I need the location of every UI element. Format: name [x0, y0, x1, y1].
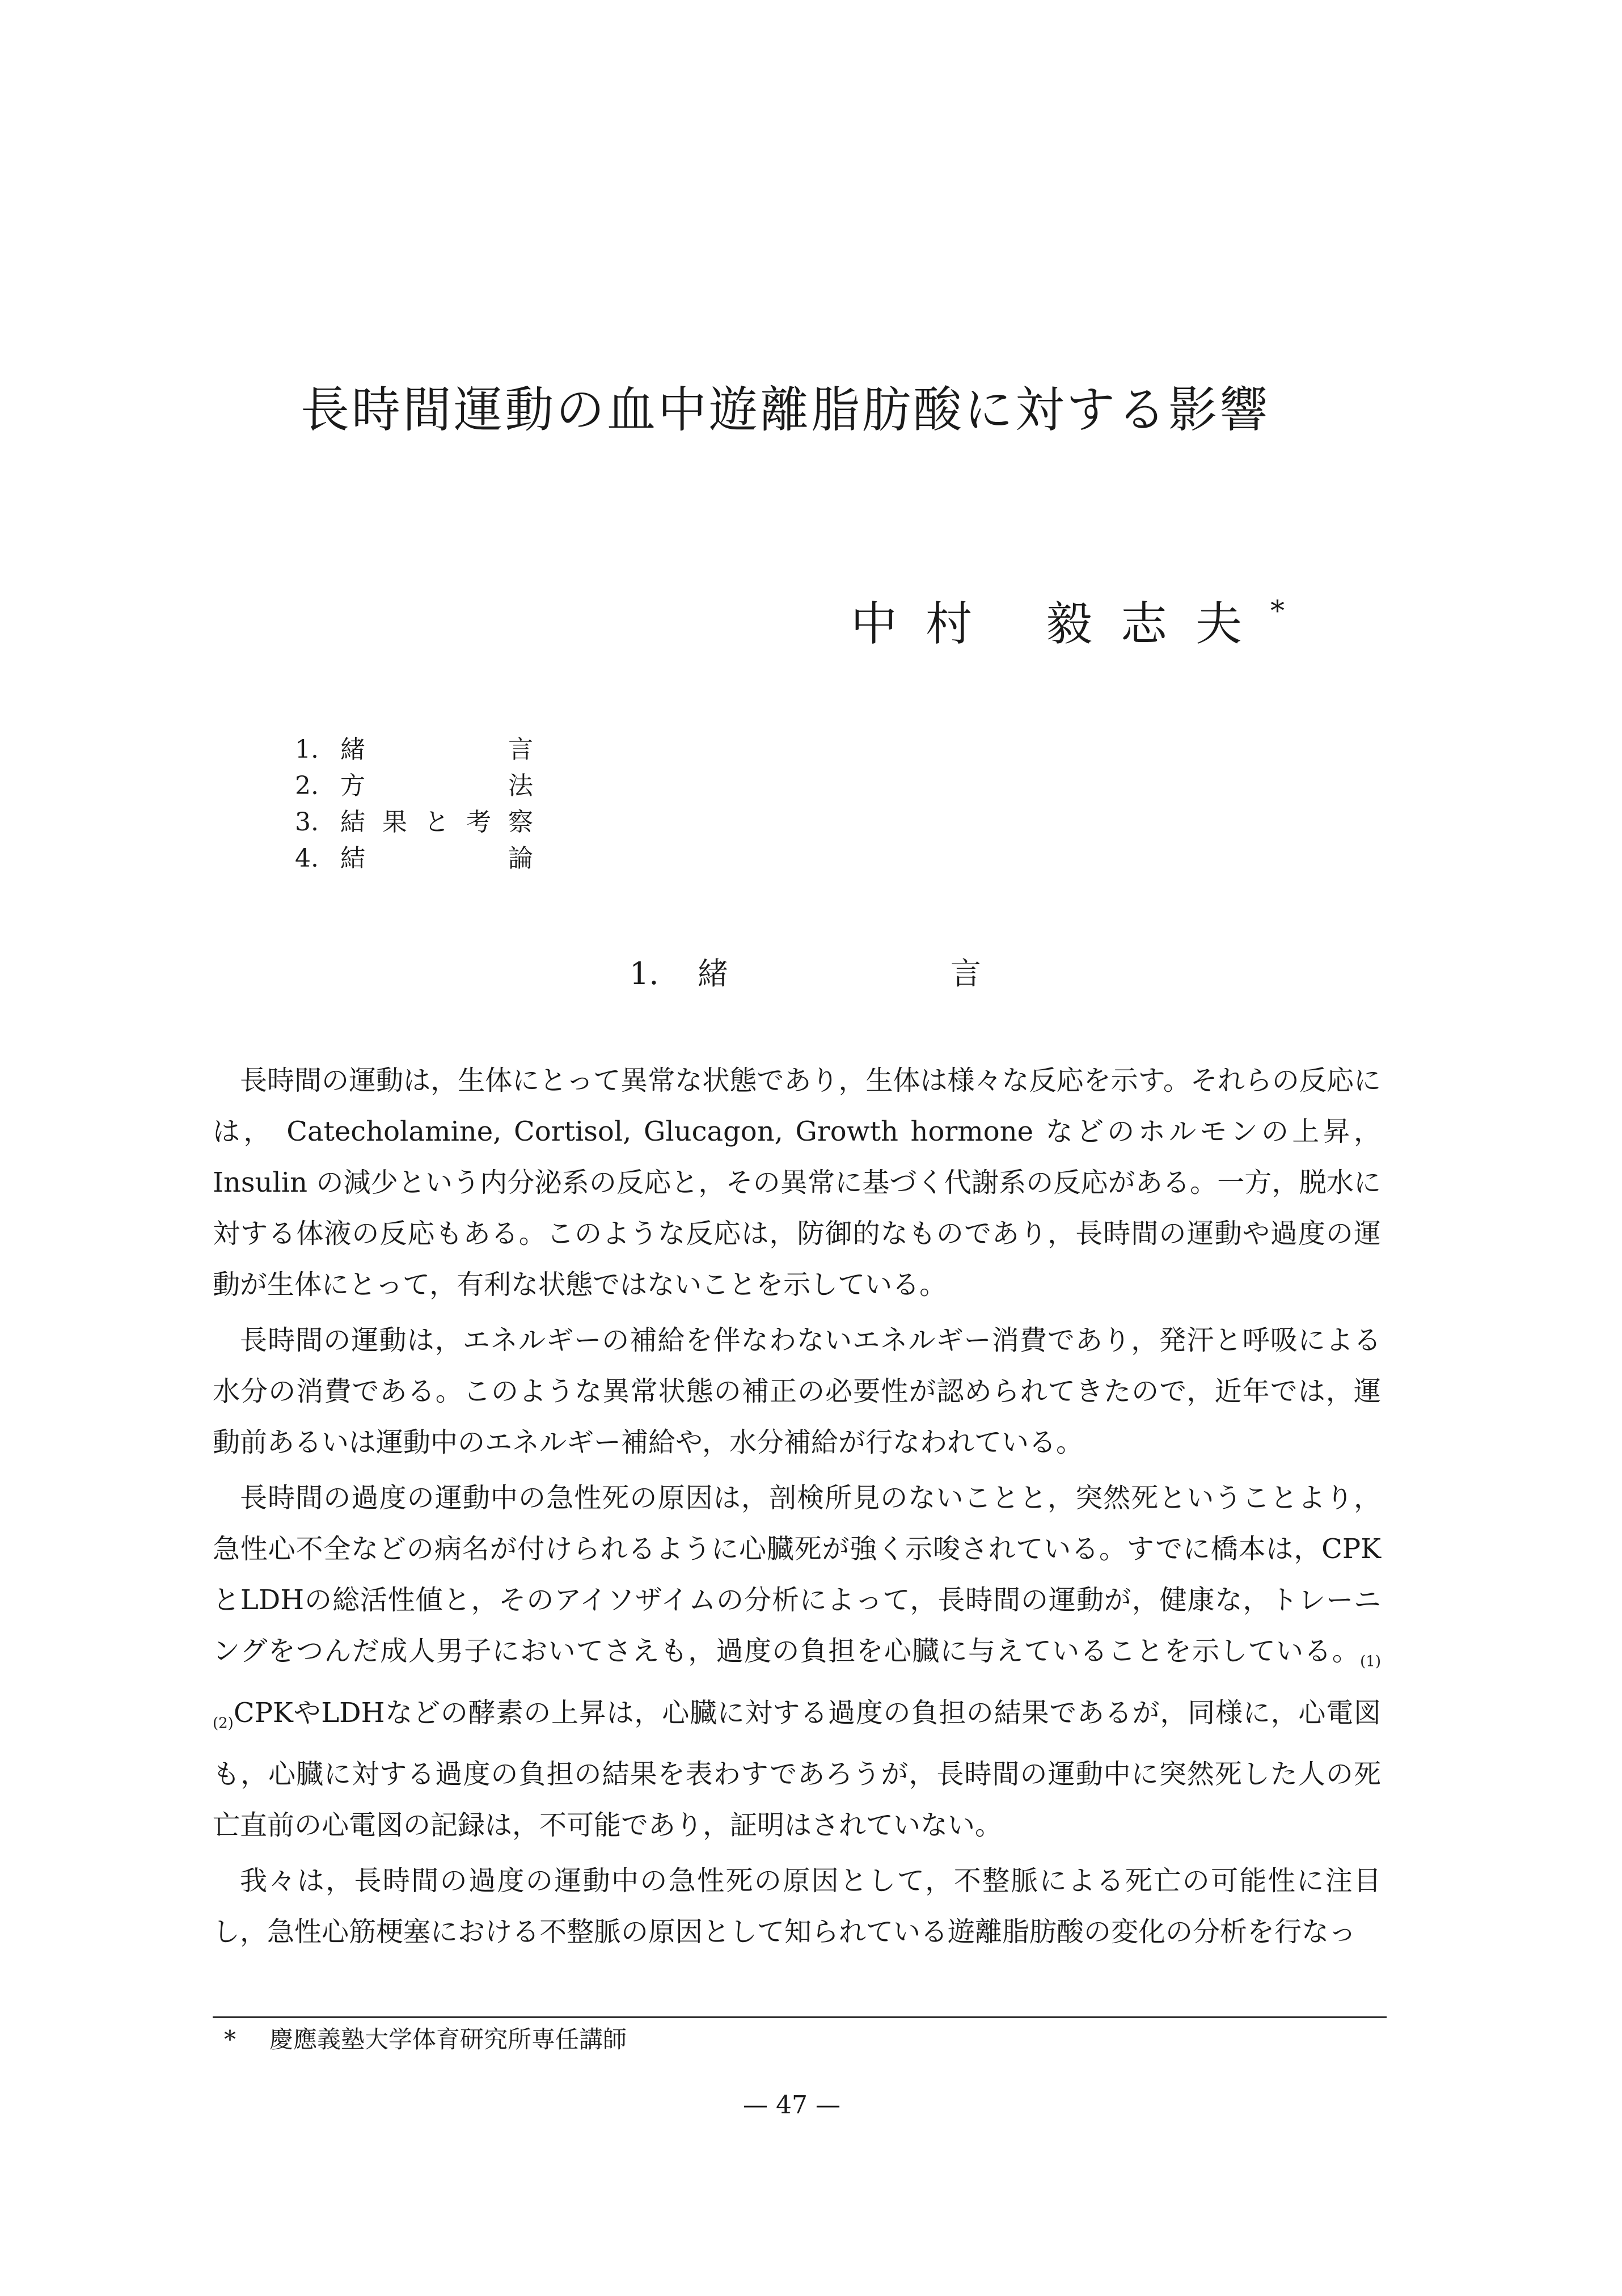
table-of-contents	[295, 732, 533, 877]
toc-char: 果	[382, 808, 407, 837]
author-name	[851, 594, 1285, 651]
footnote-divider	[213, 2016, 1387, 2018]
toc-char: 察	[508, 808, 533, 837]
page-number: — 47 —	[743, 2091, 840, 2120]
toc-number: 1.	[295, 735, 319, 764]
paragraph-text: 長時間の過度の運動中の急性死の原因は，剖検所見のないことと，突然死ということより，急性心不全などの病名が付けられるように心臓死が強く示唆されている。すでに橋本は，CPKとLDHの総活性値と，そのアイソザイムの分析によって，長時間の運動が，健康な，トレーニングをつんだ成人男子においてさえも，過度の負担を心臓に与えていることを示している。	[213, 1482, 1381, 1667]
toc-label	[340, 804, 533, 841]
section-title-char: 緒	[698, 956, 728, 991]
toc-char: 論	[508, 844, 533, 873]
section-title	[698, 956, 981, 991]
toc-char: 結	[340, 844, 365, 873]
author-family-name: 中村	[851, 597, 1001, 651]
section-heading	[630, 956, 981, 991]
toc-label	[340, 732, 533, 768]
toc-number: 3.	[295, 808, 319, 837]
paragraph	[213, 1472, 1381, 1851]
toc-item	[295, 732, 533, 768]
paper-title: 長時間運動の血中遊離脂肪酸に対する影響	[301, 382, 1270, 438]
section-title-char: 言	[951, 956, 981, 991]
toc-char: 緒	[340, 735, 365, 764]
toc-number: 4.	[295, 844, 319, 873]
toc-item	[295, 841, 533, 877]
toc-number: 2.	[295, 771, 319, 800]
toc-char: と	[424, 808, 449, 837]
footnote-text: 慶應義塾大学体育研究所専任講師	[269, 2025, 627, 2053]
section-number: 1.	[630, 956, 659, 991]
paragraph: 長時間の運動は，エネルギーの補給を伴なわないエネルギー消費であり，発汗と呼吸による水分の消費である。このような異常状態の補正の必要性が認められてきたので，近年では，運動前あるいは運動中のエネルギー補給や，水分補給が行なわれている。	[213, 1324, 1381, 1458]
author-footnote-mark: *	[1270, 594, 1285, 627]
author-given-name: 毅志夫	[1046, 597, 1271, 651]
toc-char: 方	[340, 771, 365, 800]
toc-char: 法	[508, 771, 533, 800]
toc-char: 考	[466, 808, 491, 837]
toc-item	[295, 768, 533, 804]
paragraph-text: CPKやLDHなどの酵素の上昇は，心臓に対する過度の負担の結果であるが，同様に，心電図も，心臓に対する過度の負担の結果を表わすであろうが，長時間の運動中に突然死した人の死亡直前の心電図の記録は，不可能であり，証明はされていない。	[213, 1696, 1381, 1842]
toc-char: 結	[340, 808, 365, 837]
toc-char: 言	[508, 735, 533, 764]
footnote-mark: *	[224, 2025, 236, 2053]
toc-item	[295, 804, 533, 841]
toc-label	[340, 841, 533, 877]
citation-reference: (1)(2)	[213, 1653, 1381, 1732]
toc-label	[340, 768, 533, 804]
body-text	[213, 1055, 1381, 1962]
paragraph: 長時間の運動は，生体にとって異常な状態であり，生体は様々な反応を示す。それらの反応には， Catecholamine, Cortisol, Glucagon, Growth hormone などのホルモンの上昇， Insulin の減少という内分泌系の反応と，その異常に基づく代謝系の反応がある。一方，脱水に対する体液の反応もある。このような反応は，防御的なものであり，長時間の運動や過度の運動が生体にとって，有利な状態ではないことを示している。	[213, 1065, 1381, 1301]
footnote	[224, 2025, 627, 2053]
paragraph: 我々は，長時間の過度の運動中の急性死の原因として，不整脈による死亡の可能性に注目し，急性心筋梗塞における不整脈の原因として知られている遊離脂肪酸の変化の分析を行なっ	[213, 1865, 1381, 1948]
